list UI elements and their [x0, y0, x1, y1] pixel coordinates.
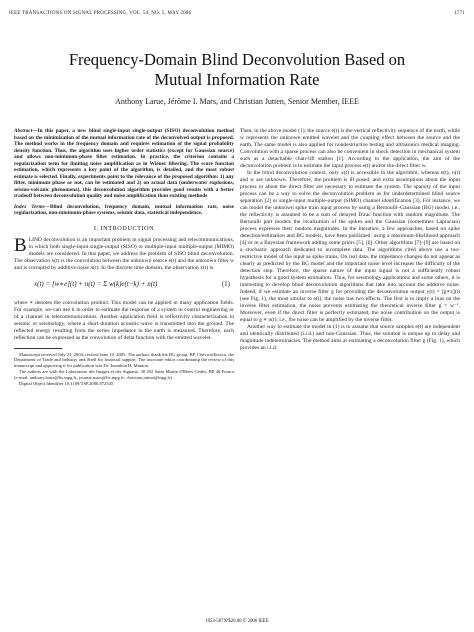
drop-cap: B [14, 234, 27, 256]
equation-1 [14, 275, 234, 297]
footnote-divider [14, 348, 62, 349]
right-column [240, 128, 460, 353]
index-terms-text: Blind deconvolution, frequency domain, mutual information rate, noise regularization, non-minimum-phase systems, seismic data, statistical independence. [14, 203, 234, 216]
title-line-1: Frequency-Domain Blind Deconvolution Based on [68, 50, 406, 69]
abstract [14, 128, 234, 200]
index-terms-label: Index Terms— [14, 203, 50, 210]
page-number: 1771 [454, 11, 465, 16]
intro-paragraph-1 [14, 234, 234, 272]
right-paragraph-1: Then, in the above model (1), the source e(t) is the vertical reflectivity sequence of the earth, while w represents the unknown emitted wavelet and the coupling effect between the source and the earth. The same model is also applied for nondestructive testing and ultrasonics medical imaging. Convolution with a sparse process can also be convenient in shock detection in mechanical system such as a detachable chair-lift station [1]. According to the application, the aim of the deconvolution problem is to estimate the input process e(t) and/or the direct filter w. [240, 128, 460, 170]
title-line-2: Mutual Information Rate [154, 70, 320, 89]
intro-paragraph-1-text: LIND deconvolution is an important problem in signal processing and telecommunications, in which both single-input single-output (SISO) or multiple-input multiple-output (MIMO) models are considered. In this paper, we address the problem of SISO blind deconvolution. The observation x(t) is the convolution between the unknown source e(t) and the unknown filter w and is corrupted by additive noise n(t). In the discrete time domain, the observation x(t) is [14, 236, 234, 271]
right-paragraph-2: In the blind deconvolution context, only x(t) is accessible to the algorithm, whereas e(t), n(t) and w are unknown. Therefore, the problem is ill posed, and extra assumptions about the input process or about the direct filter are necessary to estimate the system. The sparsity of the input process can be a way to solve the deconvolution problem as for underdetermined blind source separation [2] or single-input multiple-output (SIMO) channel identification [3]. For instance, we can model the unknown spike train input process by using a Bernoulli–Gaussian (BG) model, i.e., the reflectivity is assumed to be a sum of delayed Dirac function with random magnitude. The Bernoulli part models the localization of the spikes and the Gaussian (sometimes Laplacian) process expresses their random magnitudes. In the literature, a few approaches, based on spike detection/estimation and BG models, have been published: using a maximum-likelihood approach [4] or in a Bayesian framework adding some priors [5], [6]. Other algorithms [7]–[9] are based on a stochastic approach dedicated to incomplete data. The algorithms cited above use a too-restrictive model of the input as spike trains. On real data, the impedance changes do not appear as clearly as predicted by the BG model and the important noise level increases the difficulty of the detection step. Therefore, the sparse nature of the input signal is not a sufficiently robust hypothesis for a good system estimation. Thus, for seismology applications and some others, it is interesting to develop blind deconvolution algorithms that take into account the additive noise. Indeed, if we estimate an inverse filter g for providing the deconvolution output y(t) = [g∗x](t) (see Fig. 1), the most similar to e(t), the noise has two effects. The first is to imply a bias on the inverse filter estimation, the noise prevents estimating the theoretical inverse filter g = w⁻¹. Moreover, even if the direct filter is perfectly estimated, the noise contribution on the output is equal to g ∗ n(t), i.e., the noise can be amplified by the inverse filter. [240, 170, 460, 324]
paper-title [20, 50, 454, 90]
copyright-footer: 1053-587X/$20.00 © 2006 IEEE [205, 619, 269, 624]
intro-paragraph-2: where ∗ denotes the convolution product. This model can be applied in many application fields. For example, we can use it in order to estimate the response of a system in control engineering or of a channel in telecommunications. Another application field is reflectivity characterization in seismic or seismology, where a short duration acoustic wave is transmitted into the ground. The reflected energy resulting from the series impedance in the earth is measured. Therefore, each reflection can be expressed as the convolution of delta function with the emitted wavelet. [14, 299, 234, 341]
footnote-doi: Digital Object Identifier 10.1109/TSP.2006.872545 [19, 381, 114, 387]
section-heading-introduction: I. INTRODUCTION [93, 224, 155, 232]
footnote-affiliation: The authors are with the Laboratoire des Images et des Signaux, 38 402 Saint Martin d'Hères Cedex, BP 46 France (e-mail: anthony.larue@lis.inpg.fr; jerome.mars@lis.inpg.fr; christian.jutten@inpg.fr). [14, 369, 234, 380]
right-paragraph-3: Another way to estimate the model in (1) is to assume that source samples e(t) are independent and identically distributed (i.i.d.) and non-Gaussian. Thus, the solution is unique up to delay and magnitude indeterminacies. The method aims at estimating a deconvolution filter g (Fig. 1), which provides an i.i.d. [240, 324, 460, 352]
author-line: Anthony Larue, Jérôme I. Mars, and Christian Jutten, Senior Member, IEEE [115, 97, 359, 106]
equation-body: x(t) = [w∗e](t) + n(t) = Σ w(k)e(t−k) + n(t) [34, 279, 158, 288]
journal-header: IEEE TRANSACTIONS ON SIGNAL PROCESSING, VOL. 54, NO. 5, MAY 2006 [9, 11, 192, 16]
footnote-manuscript: Manuscript received July 23, 2004; revised June 10, 2005. The authors thank the BG group, BP, ChevronTexaco, the Department of Trade and Industry and Shell for financial support. The associate editor coordinating the review of this manuscript and approving it for publication was Dr. Jonathon H. Manton. [14, 351, 234, 368]
abstract-label: Abstract— [14, 128, 38, 134]
index-terms [14, 204, 234, 217]
running-head [9, 11, 465, 20]
abstract-text: In this paper, a new blind single-input single-output (SISO) deconvolution method based on the minimization of the mutual information rate of the deconvolved output is proposed. The method works in the frequency domain and requires estimation of the signal probability density function. Thus, the algorithm uses higher order statistics (except for Gaussian source) and allows non-minimum-phase filter estimation. In practice, the criterion contains a regularization term for limiting noise amplification as in Wiener filtering. The score function estimation, which represents a key point of the algorithm, is detailed, and the most robust estimate is selected. Finally, experiments point to the relevance of the proposed algorithm: 1) any filter, minimum phase or not, can be estimated and 2) on actual data (underwater explosions, seismo-volcanic phenomena), this deconvolution algorithm provides good results with a better tradeoff between deconvolution quality and noise amplification than existing methods [14, 128, 234, 199]
equation-number: (1) [221, 279, 230, 288]
left-column [14, 128, 234, 388]
